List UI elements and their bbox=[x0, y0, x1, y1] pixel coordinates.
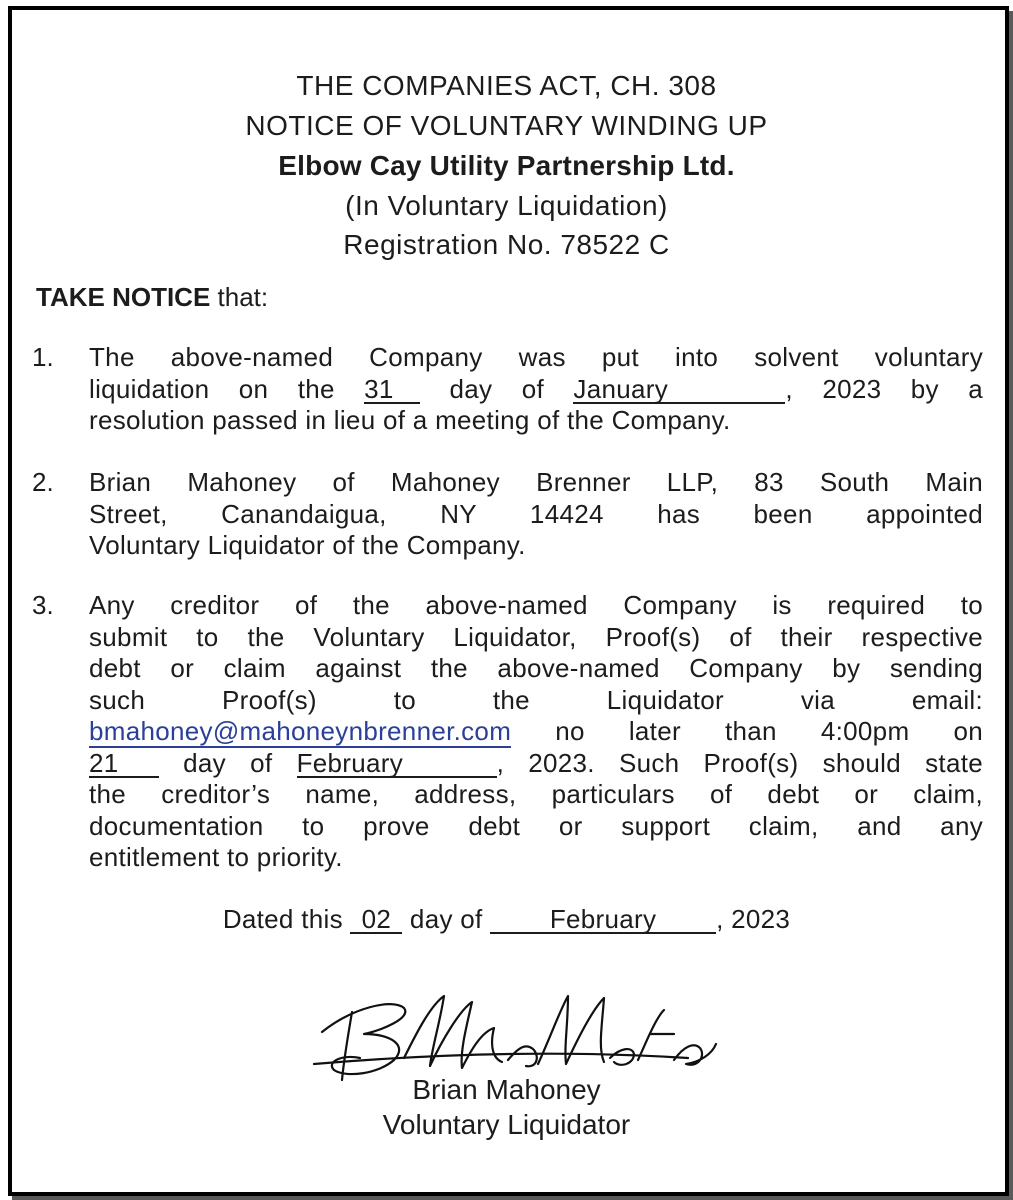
dated-month-field: February bbox=[490, 906, 716, 934]
dated-text: Dated this bbox=[222, 904, 351, 934]
dated-line bbox=[0, 904, 1013, 935]
item-3-number: 3. bbox=[32, 590, 54, 620]
item-2-line: Voluntary Liquidator of the Company. bbox=[89, 530, 526, 560]
dated-text: , 2023 bbox=[716, 904, 791, 934]
item-2-line: Brian Mahoney of Mahoney Brenner LLP, 83 South Main bbox=[89, 467, 983, 497]
liquidation-month-field: January bbox=[573, 376, 785, 404]
dated-text: day of bbox=[402, 904, 491, 934]
take-notice bbox=[36, 282, 268, 313]
item-1-text: liquidation on the bbox=[89, 373, 335, 404]
liquidation-day-field: 31 bbox=[364, 376, 420, 404]
item-1-line: resolution passed in lieu of a meeting of the Company. bbox=[89, 405, 731, 435]
item-2-line: Street, Canandaigua, NY 14424 has been appointed bbox=[89, 498, 983, 529]
liquidation-status: (In Voluntary Liquidation) bbox=[345, 190, 668, 221]
notice-heading: NOTICE OF VOLUNTARY WINDING UP bbox=[245, 110, 768, 141]
signatory-title: Voluntary Liquidator bbox=[382, 1109, 631, 1140]
item-3-text: no later than 4:00pm on bbox=[511, 716, 983, 746]
item-1-line bbox=[89, 374, 983, 406]
handwritten-signature bbox=[312, 988, 722, 1088]
deadline-day-field: 21 bbox=[89, 750, 159, 778]
company-name: Elbow Cay Utility Partnership Ltd. bbox=[278, 150, 735, 181]
item-1 bbox=[89, 342, 983, 437]
item-1-text: day of bbox=[449, 373, 545, 404]
take-notice-rest: that: bbox=[210, 282, 269, 312]
item-2-number: 2. bbox=[32, 467, 54, 497]
liquidator-email-link[interactable]: bmahoney@mahoneynbrenner.com bbox=[89, 716, 512, 746]
item-3-line: Any creditor of the above-named Company is required to bbox=[89, 590, 983, 620]
item-3-line bbox=[89, 748, 983, 780]
act-heading: THE COMPANIES ACT, CH. 308 bbox=[296, 70, 717, 101]
item-3-line: submit to the Voluntary Liquidator, Proof(s) of their respective bbox=[89, 621, 983, 652]
item-3-line bbox=[89, 716, 983, 748]
item-2 bbox=[89, 467, 983, 562]
item-3 bbox=[89, 590, 983, 874]
item-3-line: such Proof(s) to the Liquidator via email: bbox=[89, 684, 983, 715]
take-notice-bold: TAKE NOTICE bbox=[36, 282, 211, 312]
dated-day-field: 02 bbox=[350, 906, 402, 934]
item-1-text: , 2023 by a bbox=[785, 373, 983, 404]
item-3-line: the creditor’s name, address, particulars of debt or claim, bbox=[89, 779, 983, 809]
item-3-text: day of bbox=[159, 747, 297, 778]
registration-number: Registration No. 78522 C bbox=[343, 229, 670, 260]
item-3-line: debt or claim against the above-named Company by sending bbox=[89, 653, 983, 683]
item-3-line: documentation to prove debt or support claim, and any bbox=[89, 810, 983, 841]
item-3-text: , 2023. Such Proof(s) should state bbox=[496, 747, 983, 778]
signatory-name: Brian Mahoney bbox=[412, 1074, 601, 1105]
item-3-line: entitlement to priority. bbox=[89, 842, 343, 872]
item-1-number: 1. bbox=[32, 342, 54, 372]
item-1-line: The above-named Company was put into solvent voluntary bbox=[89, 342, 983, 372]
deadline-month-field: February bbox=[297, 750, 497, 778]
